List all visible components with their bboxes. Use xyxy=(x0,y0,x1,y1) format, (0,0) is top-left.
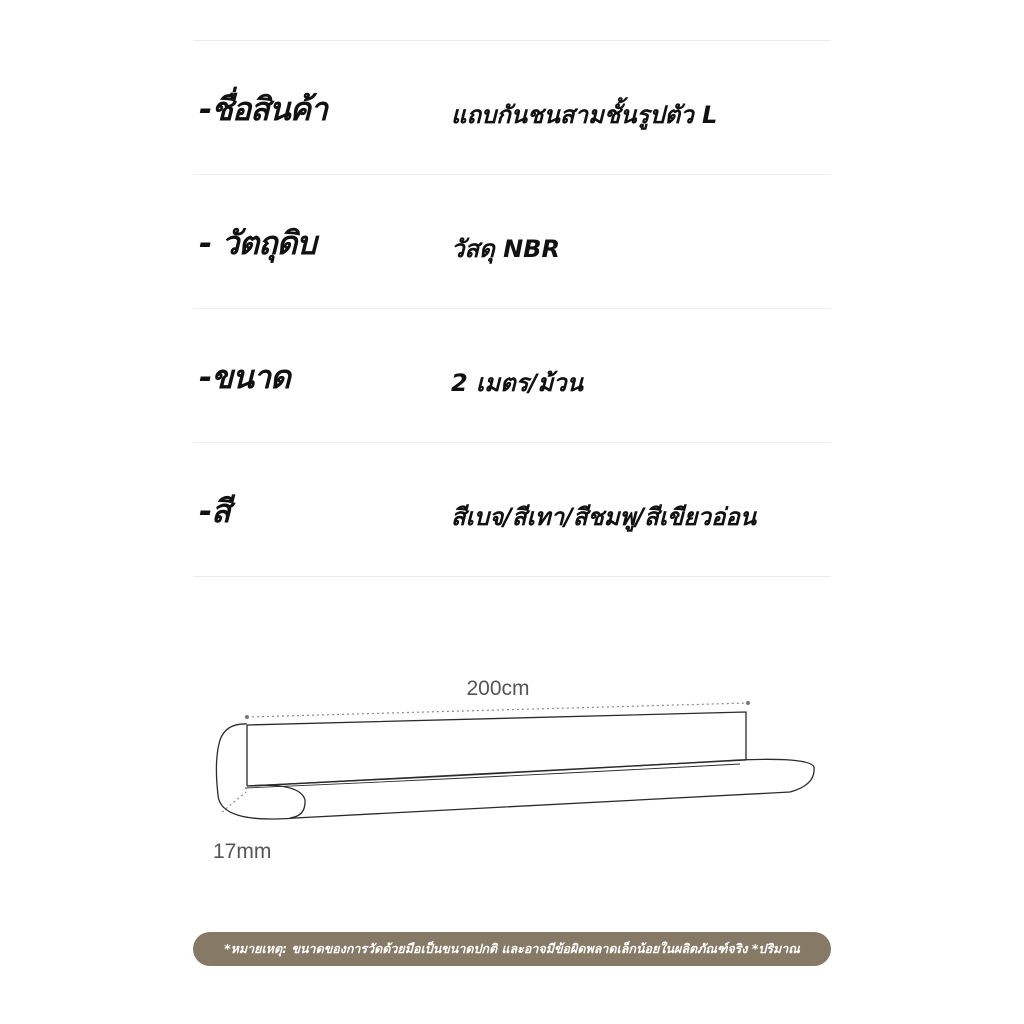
spec-label: -สี xyxy=(199,492,230,530)
length-label: 200cm xyxy=(466,677,530,700)
length-dimension-line xyxy=(247,703,748,717)
spec-row-size xyxy=(193,309,831,443)
spec-label: -ชื่อสินค้า xyxy=(199,90,327,128)
length-dimension-endpoint xyxy=(746,701,750,705)
length-dimension-endpoint xyxy=(245,715,249,719)
note-bar xyxy=(193,932,831,966)
spec-value: วัสดุ NBR xyxy=(451,235,560,263)
spec-value: 2 เมตร/ม้วน xyxy=(451,369,584,397)
spec-value: แถบกันชนสามชั้นรูปตัว L xyxy=(451,101,718,129)
spec-value: สีเบจ/สีเทา/สีชมพู/สีเขียวอ่อน xyxy=(451,503,757,531)
spec-label: -ขนาด xyxy=(199,358,290,396)
width-label: 17mm xyxy=(213,840,272,863)
spec-row-color xyxy=(193,443,831,577)
spec-table xyxy=(193,40,831,577)
note-text: *หมายเหตุ: ขนาดของการวัดด้วยมือเป็นขนาดปกติ และอาจมีข้อผิดพลาดเล็กน้อยในผลิตภัณฑ์จริง *ปริมาณ xyxy=(224,941,800,956)
product-dimension-diagram xyxy=(200,660,830,880)
spec-row-material xyxy=(193,175,831,309)
spec-label: - วัตถุดิบ xyxy=(199,224,316,262)
bumper-strip-shape xyxy=(216,712,814,819)
spec-row-product-name xyxy=(193,41,831,175)
